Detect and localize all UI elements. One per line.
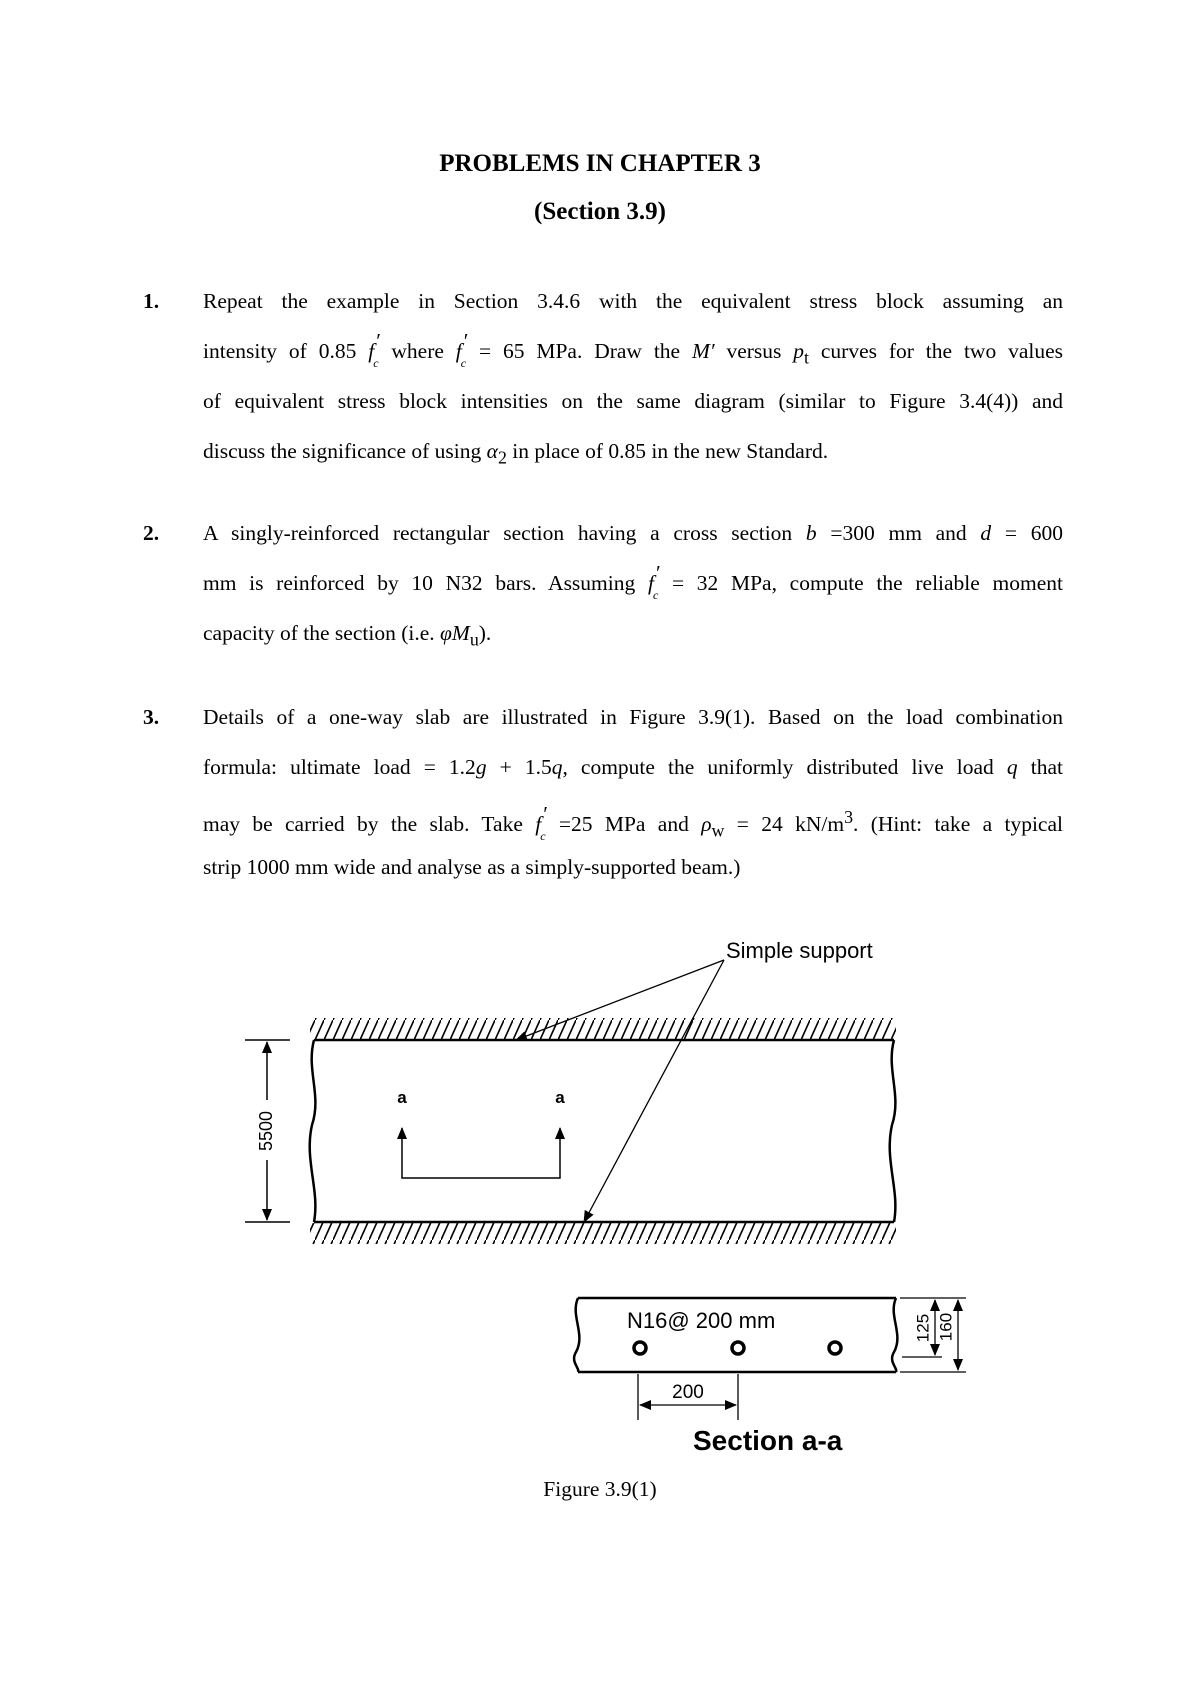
section-title: Section a-a bbox=[693, 1425, 843, 1456]
top-support-hatch bbox=[310, 1018, 896, 1039]
problem-number: 3. bbox=[143, 705, 160, 729]
left-break-line bbox=[310, 1040, 316, 1222]
section-subtitle: (Section 3.9) bbox=[534, 198, 666, 225]
figure-caption: Figure 3.9(1) bbox=[543, 1477, 657, 1501]
bottom-support-hatch bbox=[310, 1223, 896, 1244]
text-line: discuss the significance of using $\alpha_2$ in place of 0.85 in the new Standard. bbox=[203, 439, 829, 468]
problem-number: 2. bbox=[143, 521, 160, 545]
fc-symbol: f ′ $_c$ bbox=[455, 329, 469, 371]
rebar-circle bbox=[732, 1342, 744, 1354]
rebar-circle bbox=[829, 1342, 841, 1354]
text-line: A singly-reinforced rectangular section having a cross section b =300 mm and d = 600 bbox=[203, 521, 1063, 545]
fc-symbol: f ′ $_c$ bbox=[368, 329, 381, 371]
effective-depth-label: 125 bbox=[913, 1313, 933, 1343]
section-marker-right: a bbox=[555, 1088, 565, 1107]
text-line: may be carried by the slab. Take f ′ $_c$ =25 MPa and $\rho_w = 24$ $kN/m^3$. (Hint: take a typical bbox=[203, 792, 1063, 842]
simple-support-label: Simple support bbox=[726, 938, 873, 963]
fc-symbol: f ′ $_c$ bbox=[535, 802, 548, 844]
text-line: mm is reinforced by 10 N32 bars. Assuming f ′ $_c$ = 32 MPa, compute the reliable moment bbox=[203, 558, 1063, 608]
fc-symbol: f ′ $_c$ bbox=[647, 561, 661, 603]
spacing-label: 200 bbox=[672, 1382, 704, 1403]
text-line: intensity of 0.85 f ′ $_c$ where f ′ $_c$ = 65 MPa. Draw the M′ versus $p_t$ curves for the two values bbox=[203, 326, 1063, 376]
text-line: of equivalent stress block intensities on the same diagram (similar to Figure 3.4(4)) and bbox=[203, 389, 1063, 413]
section-marker-left: a bbox=[397, 1088, 407, 1107]
total-depth-label: 160 bbox=[936, 1312, 956, 1342]
page-title: PROBLEMS IN CHAPTER 3 bbox=[439, 150, 761, 177]
text-line: formula: ultimate load = 1.2g + 1.5q, compute the uniformly distributed live load q that bbox=[203, 755, 1063, 779]
text-line: capacity of the section (i.e. $\varphi M_u$). bbox=[203, 621, 492, 650]
section-cut-line bbox=[402, 1160, 560, 1178]
text-line: strip 1000 mm wide and analyse as a simply-supported beam.) bbox=[203, 855, 741, 879]
bar-spec-label: N16@ 200 mm bbox=[627, 1308, 776, 1333]
span-dimension-label: 5500 bbox=[255, 1110, 276, 1152]
section-left-break bbox=[574, 1298, 579, 1372]
rebar-circle bbox=[634, 1342, 646, 1354]
text-line: Repeat the example in Section 3.4.6 with the equivalent stress block assuming an bbox=[203, 289, 1063, 313]
support-leader-bottom bbox=[584, 960, 724, 1222]
right-break-line bbox=[890, 1040, 896, 1222]
problem-number: 1. bbox=[143, 289, 160, 313]
text-line: Details of a one-way slab are illustrated in Figure 3.9(1). Based on the load combination bbox=[203, 705, 1063, 729]
section-right-break bbox=[892, 1298, 897, 1372]
